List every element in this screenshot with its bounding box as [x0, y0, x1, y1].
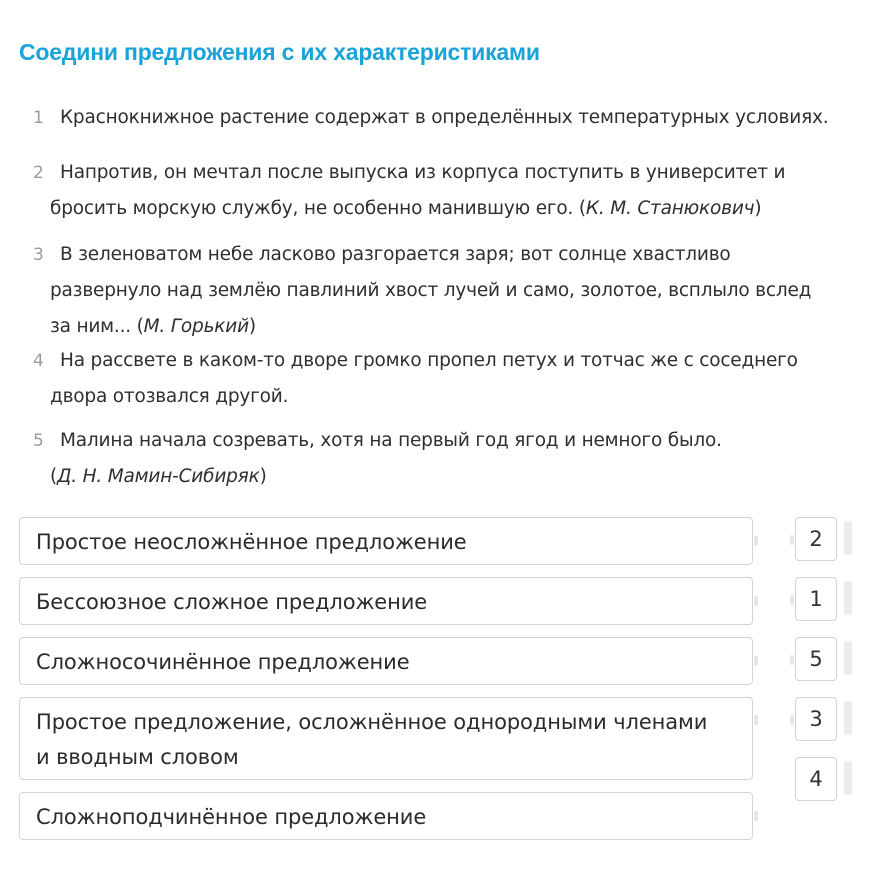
characteristic-card-4[interactable] — [19, 697, 753, 780]
characteristic-card-3[interactable] — [19, 637, 753, 685]
drag-handle[interactable] — [844, 761, 852, 795]
characteristic-card-2[interactable] — [19, 577, 753, 625]
sentence-5: 5 Малина начала созревать, хотя на первый год ягод и немного было. (Д. Н. Мамин-Сибиряк) — [50, 423, 750, 495]
answer-box-2[interactable]: 1 — [795, 577, 837, 621]
sentence-text: В зеленоватом небе ласково разгорается заря; вот солнце хвастливо развернуло над землёю павлиний хвост лучей и само, золотое, всплыло вслед за ним... ( — [50, 244, 812, 337]
sentence-text: Напротив, он мечтал после выпуска из корпуса поступить в университет и бросить морскую службу, не особенно манившую его. ( — [50, 162, 786, 219]
slot-dot — [790, 655, 794, 665]
sentence-author: Д. Н. Мамин-Сибиряк — [57, 466, 260, 487]
drag-handle[interactable] — [844, 701, 852, 735]
connector-dot — [754, 536, 758, 546]
sentence-text: Краснокнижное растение содержат в определённых температурных условиях. — [60, 107, 829, 128]
sentence-author: К. М. Станюкович — [585, 198, 755, 219]
drag-handle[interactable] — [844, 581, 852, 615]
connector-dot — [754, 596, 758, 606]
task-title: Соедини предложения с их характеристиками — [19, 39, 540, 65]
sentence-author: М. Горький — [143, 316, 249, 337]
sentence-text: На рассвете в каком-то дворе громко пропел петух и тотчас же с соседнего двора отозвался другой. — [50, 350, 798, 407]
slot-dot — [790, 715, 794, 725]
answer-box-5[interactable]: 4 — [795, 757, 837, 801]
drag-handle[interactable] — [844, 641, 852, 675]
sentence-text: Малина начала созревать, хотя на первый год ягод и немного было. ( — [50, 430, 722, 487]
sentence-number: 1 — [33, 108, 44, 128]
slot-dot — [790, 535, 794, 545]
characteristic-card-1[interactable] — [19, 517, 753, 565]
answer-box-4[interactable]: 3 — [795, 697, 837, 741]
characteristic-label: Простое неосложнённое предложение — [36, 530, 467, 554]
sentence-number: 3 — [33, 245, 44, 265]
sentence-4 — [33, 343, 810, 415]
answer-box-3[interactable]: 5 — [795, 637, 837, 681]
drag-handle[interactable] — [844, 521, 852, 555]
characteristic-label: Простое предложение, осложнённое однородными членами и вводным словом — [36, 710, 708, 769]
sentence-number: 5 — [33, 431, 44, 451]
characteristic-label: Сложносочинённое предложение — [36, 650, 410, 674]
characteristic-label: Бессоюзное сложное предложение — [36, 590, 428, 614]
answer-box-1[interactable]: 2 — [795, 517, 837, 561]
sentence-number: 2 — [33, 163, 44, 183]
characteristic-card-5[interactable] — [19, 792, 753, 840]
sentence-1 — [33, 100, 850, 136]
slot-dot — [790, 595, 794, 605]
sentence-3: 3 В зеленоватом небе ласково разгорается заря; вот солнце хвастливо развернуло над землёю павлиний хвост лучей и само, золотое, всплыло вслед за ним... (М. Горький) — [33, 244, 812, 337]
connector-dot — [754, 811, 758, 821]
connector-dot — [754, 656, 758, 666]
sentence-number: 4 — [33, 351, 44, 371]
sentence-2: 2 Напротив, он мечтал после выпуска из корпуса поступить в университет и бросить морскую службу, не особенно манившую его. (К. М. Станюкович) — [50, 155, 810, 227]
characteristic-label: Сложноподчинённое предложение — [36, 805, 427, 829]
connector-dot — [754, 715, 758, 725]
